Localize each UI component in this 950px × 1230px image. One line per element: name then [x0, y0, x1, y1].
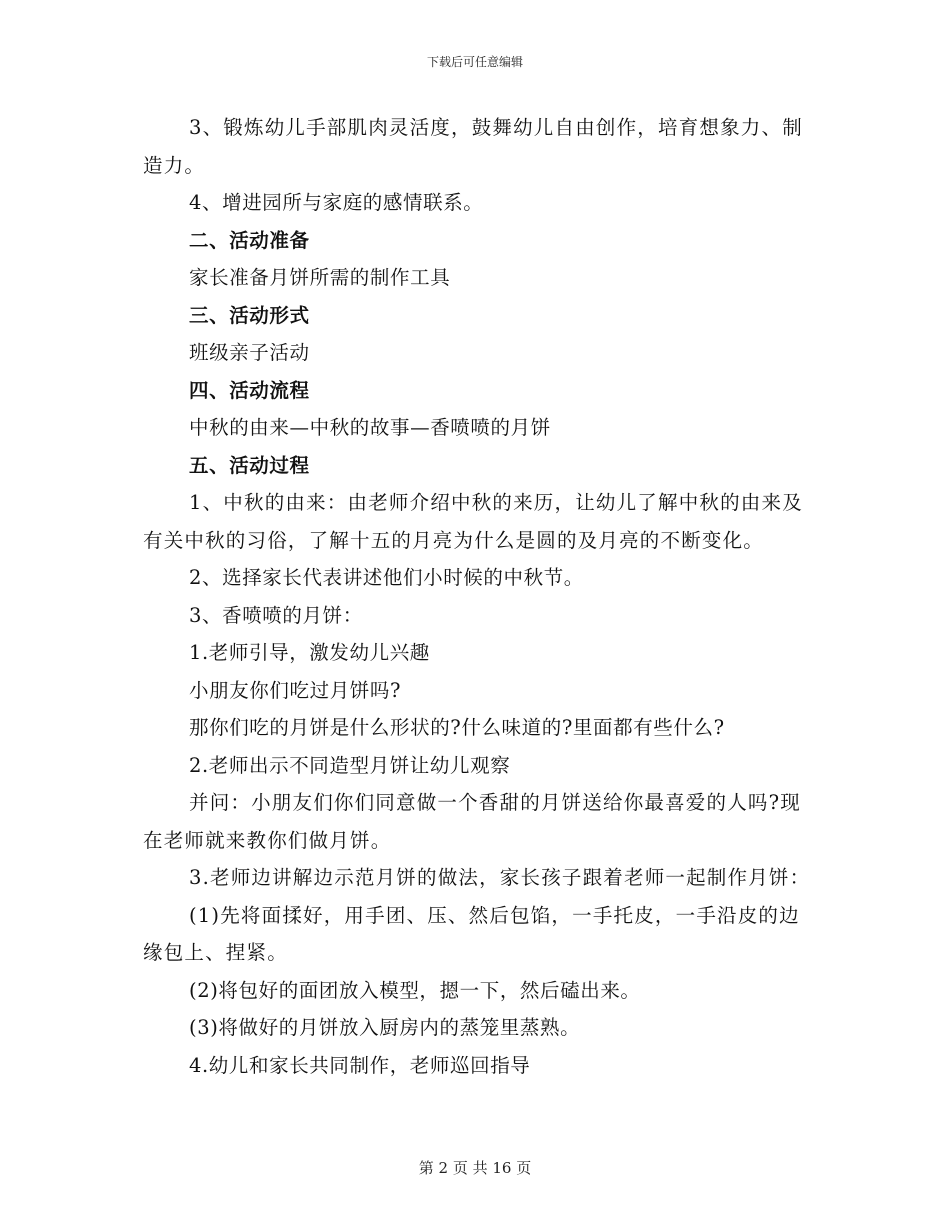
section-heading: 四、活动流程: [189, 378, 310, 402]
paragraph: 2.老师出示不同造型月饼让幼儿观察: [189, 753, 511, 777]
paragraph: 中秋的由来—中秋的故事—香喷喷的月饼: [189, 416, 551, 439]
paragraph: 家长准备月饼所需的制作工具: [189, 266, 451, 289]
paragraph: 3、香喷喷的月饼：: [189, 603, 363, 627]
paragraph: 3、锻炼幼儿手部肌肉灵活度，鼓舞幼儿自由创作，培育想象力、制造力。: [143, 116, 803, 177]
section-heading: 二、活动准备: [189, 228, 310, 252]
section-heading: 三、活动形式: [189, 303, 310, 327]
paragraph: 并问：小朋友们你们同意做一个香甜的月饼送给你最喜爱的人吗?现在老师就来教你们做月饼。: [143, 791, 801, 852]
paragraph: (1)先将面揉好，用手团、压、然后包馅，一手托皮，一手沿皮的边缘包上、捏紧。: [143, 903, 800, 964]
page-footer: 第 2 页 共 16 页: [418, 1159, 532, 1177]
page-header: 下载后可任意编辑: [426, 55, 523, 69]
paragraph: 1、中秋的由来：由老师介绍中秋的来历，让幼儿了解中秋的由来及有关中秋的习俗，了解十五的月亮为什么是圆的及月亮的不断变化。: [143, 491, 803, 552]
paragraph: (3)将做好的月饼放入厨房内的蒸笼里蒸熟。: [189, 1016, 581, 1039]
paragraph: 4、增进园所与家庭的感情联系。: [189, 191, 484, 214]
section-heading: 五、活动过程: [189, 453, 310, 477]
paragraph: (2)将包好的面团放入模型，摁一下，然后磕出来。: [189, 978, 641, 1002]
paragraph: 1.老师引导，激发幼儿兴趣: [189, 641, 430, 664]
document-body: [143, 109, 811, 1084]
paragraph: 2、选择家长代表讲述他们小时候的中秋节。: [189, 566, 584, 589]
paragraph: 班级亲子活动: [189, 341, 310, 364]
paragraph: 3.老师边讲解边示范月饼的做法，家长孩子跟着老师一起制作月饼：: [189, 866, 811, 889]
paragraph: 4.幼儿和家长共同制作，老师巡回指导: [189, 1053, 531, 1077]
paragraph: 那你们吃的月饼是什么形状的?什么味道的?里面都有些什么?: [189, 716, 725, 739]
paragraph: 小朋友你们吃过月饼吗?: [189, 678, 402, 702]
